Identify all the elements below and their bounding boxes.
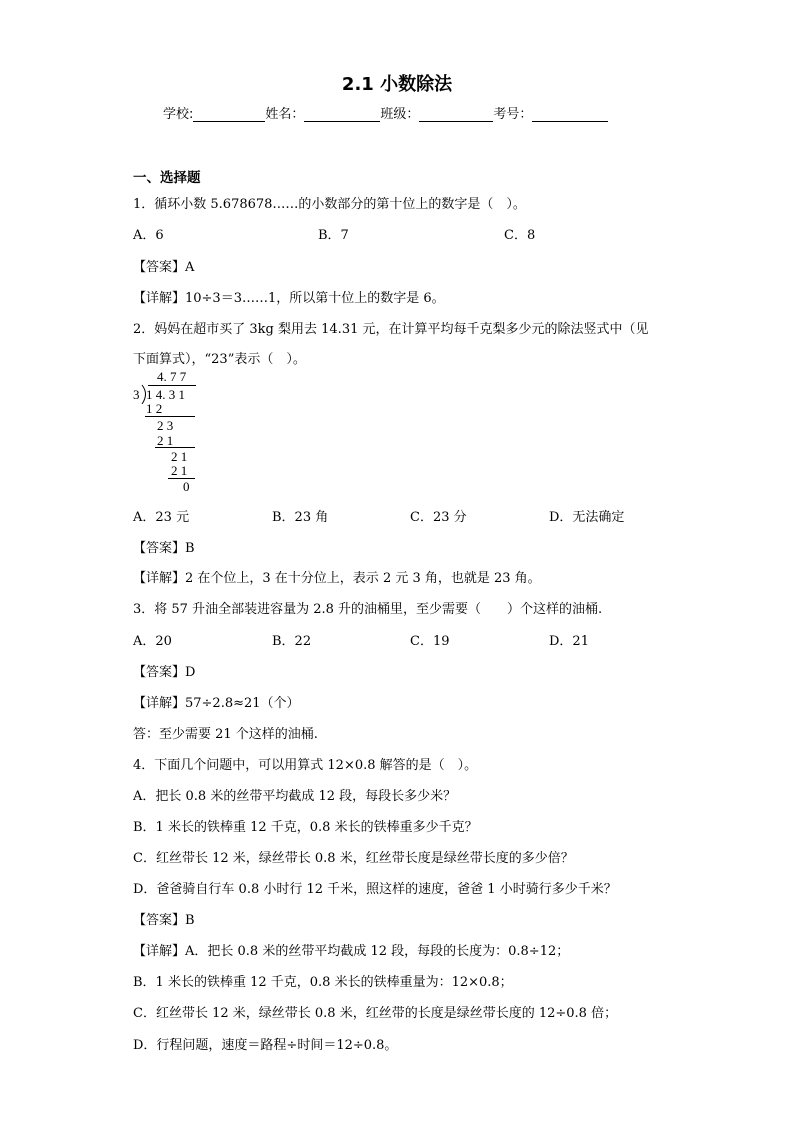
q4-detail-d: D．行程问题，速度＝路程÷时间＝12÷0.8。 [133, 1038, 398, 1053]
q3-stem: 3．将 57 升油全部装进容量为 2.8 升的油桶里，至少需要（ ）个这样的油桶. [133, 602, 603, 617]
division-step-4: 2 1 [171, 449, 188, 464]
school-label: 学校: [163, 107, 194, 122]
student-info-line [163, 103, 608, 122]
q2-stem-line1: 2．妈妈在超市买了 3kg 梨用去 14.31 元，在计算平均每千克梨多少元的除法竖式中（见 [133, 322, 649, 337]
q1-option-b: B．7 [318, 228, 349, 243]
q2-stem-line2: 下面算式），“23”表示（ ）。 [133, 352, 306, 367]
division-remainder: 0 [183, 479, 190, 494]
division-line-2 [155, 447, 195, 448]
q3-reply: 答：至少需要 21 个这样的油桶. [133, 727, 318, 742]
q2-answer: 【答案】B [133, 541, 195, 556]
class-label: 班级： [380, 107, 420, 122]
division-step-3: 2 1 [157, 433, 174, 448]
number-label: 考号： [493, 107, 533, 122]
division-step-2: 2 3 [157, 418, 174, 433]
q3-option-a: A．20 [133, 634, 172, 649]
division-quotient: 4. 7 7 [157, 369, 187, 384]
q4-stem: 4．下面几个问题中，可以用算式 12×0.8 解答的是（ ）。 [133, 758, 478, 773]
division-step-1: 1 2 [146, 401, 163, 416]
q4-option-c: C．红丝带长 12 米，绿丝带长 0.8 米，红丝带长度是绿丝带长度的多少倍？ [133, 851, 574, 866]
division-divisor: 3 [133, 387, 140, 402]
class-blank[interactable] [419, 107, 493, 122]
q4-detail-c: C．红丝带长 12 米，绿丝带长 0.8 米，红丝带的长度是绿丝带长度的 12÷0.8 倍； [133, 1006, 618, 1021]
q1-answer: 【答案】A [133, 260, 195, 275]
q3-option-b: B．22 [272, 634, 312, 649]
q2-option-c: C．23 分 [410, 510, 467, 525]
page-title: 2.1 小数除法 [341, 74, 453, 95]
division-line-1 [145, 416, 195, 417]
q2-option-b: B．23 角 [272, 510, 329, 525]
q4-option-a: A．把长 0.8 米的丝带平均截成 12 段，每段长多少米？ [133, 789, 457, 804]
name-blank[interactable] [304, 107, 380, 122]
q4-detail-a: 【详解】A．把长 0.8 米的丝带平均截成 12 段，每段的长度为：0.8÷12； [133, 944, 570, 959]
q2-option-a: A．23 元 [133, 510, 190, 525]
q2-detail: 【详解】2 在个位上，3 在十分位上，表示 2 元 3 角，也就是 23 角。 [133, 571, 541, 586]
q3-option-c: C．19 [410, 634, 450, 649]
q4-option-d: D．爸爸骑自行车 0.8 小时行 12 千米，照这样的速度，爸爸 1 小时骑行多少千米？ [133, 882, 617, 897]
q1-detail: 【详解】10÷3＝3……1，所以第十位上的数字是 6。 [133, 291, 445, 306]
q1-option-a: A．6 [133, 228, 164, 243]
q3-detail: 【详解】57÷2.8≈21（个） [133, 696, 300, 711]
q1-option-c: C．8 [504, 228, 536, 243]
division-bar [148, 385, 196, 386]
q1-stem: 1．循环小数 5.678678……的小数部分的第十位上的数字是（ ）。 [133, 197, 526, 212]
division-step-5: 2 1 [171, 463, 188, 478]
q4-option-b: B．1 米长的铁棒重 12 千克，0.8 米长的铁棒重多少千克？ [133, 820, 478, 835]
q3-answer: 【答案】D [133, 665, 196, 680]
q4-detail-b: B．1 米长的铁棒重 12 千克，0.8 米长的铁棒重量为：12×0.8； [133, 975, 513, 990]
name-label: 姓名： [265, 107, 305, 122]
q4-answer: 【答案】B [133, 913, 195, 928]
division-line-3 [168, 478, 195, 479]
section-heading: 一、选择题 [133, 170, 201, 186]
number-blank[interactable] [532, 107, 608, 122]
division-dividend: 1 4. 3 1 [146, 387, 185, 402]
q3-option-d: D．21 [549, 634, 589, 649]
school-blank[interactable] [193, 107, 265, 122]
q2-option-d: D．无法确定 [549, 510, 625, 525]
